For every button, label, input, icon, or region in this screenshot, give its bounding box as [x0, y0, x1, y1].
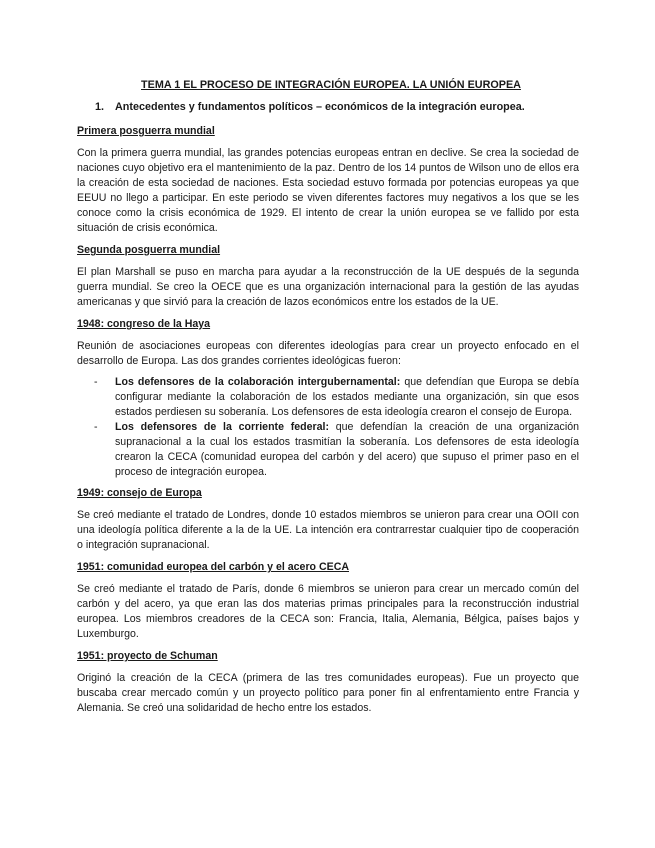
bullet-bold-lead: Los defensores de la colaboración intergubernamental: — [115, 376, 401, 388]
subheading-primera-posguerra: Primera posguerra mundial — [77, 125, 215, 137]
section-heading-text: Antecedentes y fundamentos políticos – económicos de la integración europea. — [115, 101, 525, 113]
paragraph-consejo-europa: Se creó mediante el tratado de Londres, donde 10 estados miembros se unieron para crear una OOII con una ideología política diferente a la de la UE. La intención era contrarrestar cualquier tipo de cooperación o integración supranacional. — [77, 509, 579, 551]
subheading-consejo-europa: 1949: consejo de Europa — [77, 487, 202, 499]
bullet-dash: - — [94, 376, 98, 388]
document-title: TEMA 1 EL PROCESO DE INTEGRACIÓN EUROPEA. LA UNIÓN EUROPEA — [141, 79, 521, 91]
document-body — [77, 78, 579, 723]
paragraph-primera-posguerra: Con la primera guerra mundial, las grandes potencias europeas entran en declive. Se crea la sociedad de naciones cuyo objetivo era el mantenimiento de la paz. Dentro de los 14 puntos de Wilson uno de ellos era la creación de esta sociedad de naciones. Esta sociedad estuvo formada por potencias europeas ya que EEUU no llego a participar. En este periodo se viven diferentes factores muy negativos a los que se les conoce como la crisis económica de 1929. El intento de crear la unión europea se ve fallido por esta situación de crisis económica. — [77, 147, 579, 234]
bullet-list-corrientes — [77, 375, 579, 480]
list-item — [77, 420, 579, 480]
subheading-segunda-posguerra: Segunda posguerra mundial — [77, 244, 221, 256]
section-heading — [77, 100, 579, 115]
bullet-dash: - — [94, 421, 98, 433]
paragraph-congreso-haya: Reunión de asociaciones europeas con diferentes ideologías para crear un proyecto enfocado en el desarrollo de Europa. Las dos grandes corrientes ideológicas fueron: — [77, 340, 579, 367]
paragraph-schuman: Originó la creación de la CECA (primera de las tres comunidades europeas). Fue un proyecto que buscaba crear mercado común y un proyecto político para poner fin al enfrentamiento entre Francia y Alemania. Se creó una solidaridad de hecho entre los estados. — [77, 672, 579, 714]
subheading-schuman: 1951: proyecto de Schuman — [77, 650, 218, 662]
bullet-text: que defendían la creación de una organización supranacional a la cual los estados trasmitían la soberanía. Los defensores de esta ideología crearon la CECA (comunidad europea del carbón y del acero) que supuso el primer paso en el proceso de integración europea. — [115, 421, 579, 478]
section-number: 1. — [95, 101, 105, 113]
subheading-ceca: 1951: comunidad europea del carbón y el acero CECA — [77, 561, 349, 573]
paragraph-ceca: Se creó mediante el tratado de París, donde 6 miembros se unieron para crear un mercado común del carbón y del acero, ya que eran las dos materias primas principales para la reconstrucción industrial europea. Los miembros creadores de la CECA son: Francia, Italia, Alemania, Bélgica, países bajos y Luxemburgo. — [77, 583, 579, 640]
paragraph-segunda-posguerra: El plan Marshall se puso en marcha para ayudar a la reconstrucción de la UE después de la segunda guerra mundial. Se creo la OECE que es una organización internacional para la gestión de las ayudas americanas y que sirvió para la creación de lazos económicos entre los estados de la UE. — [77, 266, 579, 308]
bullet-bold-lead: Los defensores de la corriente federal: — [115, 421, 329, 433]
bullet-text: que defendían que Europa se debía configurar mediante la colaboración de los estados mediante una organización, sin que esos estados perdiesen su soberanía. Los defensores de esta ideología crearon el consejo de Europa. — [115, 376, 579, 418]
list-item — [77, 375, 579, 420]
subheading-congreso-haya: 1948: congreso de la Haya — [77, 318, 211, 330]
